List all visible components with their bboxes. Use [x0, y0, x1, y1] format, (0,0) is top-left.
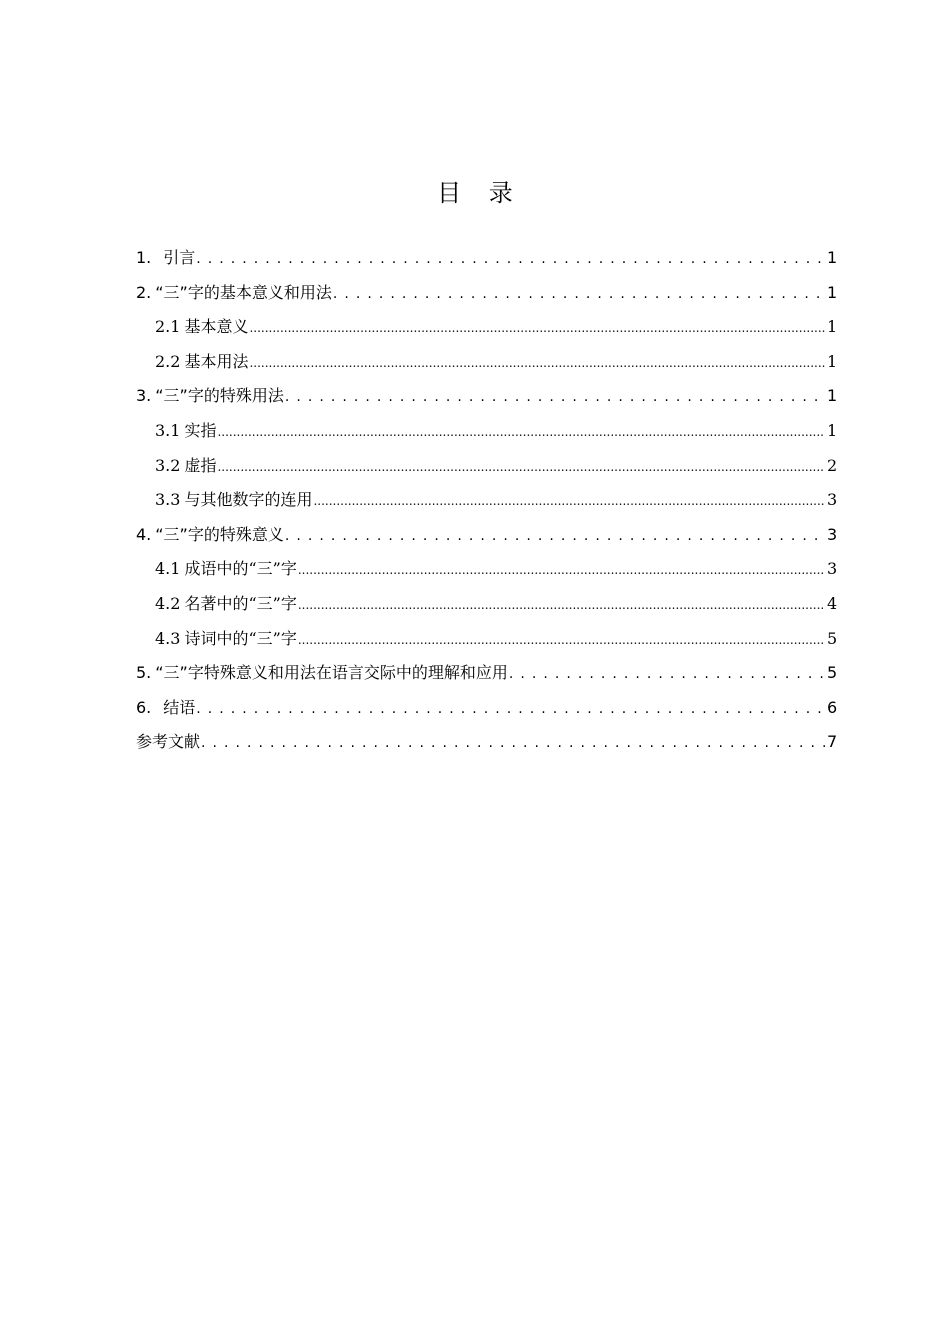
toc-entry[interactable] [136, 695, 836, 730]
toc-dot-leader [249, 356, 825, 370]
toc-entry-title: “三”字的特殊意义 [155, 524, 284, 544]
toc-page-number: 5 [827, 663, 838, 683]
toc-page-number: 1 [827, 420, 838, 440]
toc-page-number: 5 [827, 628, 838, 648]
toc-entry-title: 参考文献 [136, 732, 201, 752]
toc-entry-title: “三”字的特殊用法 [155, 386, 284, 406]
toc-page-number: 6 [827, 697, 838, 717]
toc-page-number: 2 [827, 455, 838, 475]
toc-page-number: 3 [827, 490, 838, 510]
toc-page-number: 1 [827, 248, 838, 267]
toc-entry-title: 成语中的“三”字 [184, 559, 297, 579]
toc-entry-title: 虚指 [184, 455, 217, 475]
toc-entry[interactable] [136, 626, 836, 661]
toc-page-number: 1 [827, 317, 838, 337]
toc-entry[interactable] [136, 314, 836, 349]
toc-entry-title: 诗词中的“三”字 [184, 628, 297, 648]
toc-entry-title: 基本用法 [184, 351, 249, 371]
toc-dot-leader [285, 528, 825, 544]
toc-entry[interactable] [136, 453, 836, 488]
toc-page-number: 3 [827, 559, 838, 579]
toc-entry-number: 4.2 [155, 593, 181, 613]
toc-page-number: 4 [827, 593, 838, 613]
toc-page-number: 1 [827, 386, 838, 406]
toc-entry-title: 实指 [184, 420, 217, 440]
toc-dot-leader [285, 389, 825, 405]
toc-entry[interactable] [136, 280, 836, 315]
toc-entry[interactable] [136, 418, 836, 453]
toc-dot-leader [298, 563, 825, 577]
toc-entry[interactable] [136, 522, 836, 557]
toc-entry[interactable] [136, 729, 836, 764]
toc-entry-number: 4. [136, 524, 152, 544]
toc-entry-title: “三”字特殊意义和用法在语言交际中的理解和应用 [155, 663, 508, 683]
toc-entry-number: 2.2 [155, 351, 181, 371]
toc-dot-leader [217, 425, 825, 439]
toc-entry[interactable] [136, 660, 836, 695]
toc-page-number: 1 [827, 351, 838, 371]
toc-dot-leader [217, 460, 825, 474]
toc-entry-number: 4.3 [155, 628, 181, 648]
toc-dot-leader [298, 633, 825, 647]
toc-entry-title: 引言 [163, 248, 196, 267]
toc-page-number: 3 [827, 524, 838, 544]
toc-entry-number: 2.1 [155, 317, 181, 337]
toc-entry-title: 结语 [163, 697, 196, 717]
toc-dot-leader [249, 321, 825, 335]
toc-entry-title: 名著中的“三”字 [184, 593, 297, 613]
toc-entry[interactable] [136, 383, 836, 418]
toc-title: 目 录 [437, 179, 523, 207]
toc-entry-number: 4.1 [155, 559, 181, 579]
toc-entry-title: “三”字的基本意义和用法 [155, 282, 332, 302]
toc-entry-number: 6. [136, 697, 152, 717]
toc-entry-number: 1. [136, 248, 152, 267]
toc-dot-leader [196, 701, 825, 717]
toc-dot-leader [509, 666, 825, 682]
toc-dot-leader [196, 251, 825, 267]
toc-entry-number: 3.1 [155, 420, 181, 440]
toc-list [136, 245, 836, 764]
toc-entry-title: 基本意义 [184, 317, 249, 337]
toc-page-number: 1 [827, 282, 838, 302]
toc-entry[interactable] [136, 245, 836, 280]
toc-page-number: 7 [827, 732, 838, 752]
toc-entry-title: 与其他数字的连用 [184, 490, 313, 510]
toc-dot-leader [333, 286, 825, 302]
toc-entry-number: 2. [136, 282, 152, 302]
toc-dot-leader [313, 494, 825, 508]
toc-entry[interactable] [136, 487, 836, 522]
toc-entry-number: 3.2 [155, 455, 181, 475]
toc-dot-leader [201, 735, 825, 751]
toc-entry-number: 5. [136, 663, 152, 683]
toc-entry[interactable] [136, 349, 836, 384]
toc-entry-number: 3. [136, 386, 152, 406]
toc-entry[interactable] [136, 591, 836, 626]
toc-entry[interactable] [136, 556, 836, 591]
toc-entry-number: 3.3 [155, 490, 181, 510]
toc-dot-leader [298, 598, 825, 612]
